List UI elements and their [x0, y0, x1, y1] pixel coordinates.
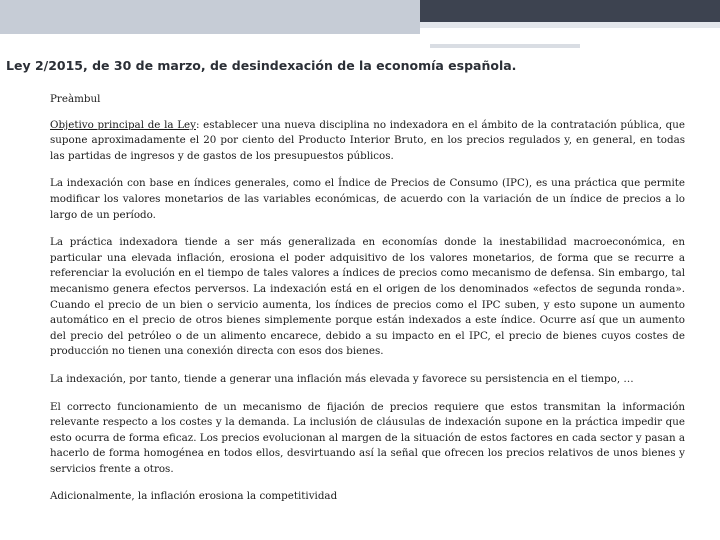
section-heading: Preàmbul [50, 93, 101, 105]
paragraph-price-mechanism: El correcto funcionamiento de un mecanismo de fijación de precios requiere que estos transmitan la información relevante respecto a los costes y la demanda. La inclusión de cláusulas de indexación supone en la práctica impedir que esto ocurra de forma eficaz. Los precios evolucionan al margen de la situación de estos factores en cada sector y pasan a hacerlo de forma homogénea en todos ellos, desvirtuando así la señal que ofrecen los precios relativos de unos bienes y servicios frente a otros. [50, 400, 685, 475]
header-accent-line [420, 22, 720, 28]
header-bar-light [0, 0, 420, 34]
paragraph-objective [50, 118, 685, 165]
objective-text: : establecer una nueva disciplina no indexadora en el ámbito de la contratación pública, que supone aproximadamente el 20 por ciento del Producto Interior Bruto, en los precios regulados y, en general, en todas las partidas de ingresos y de gastos de los presupuestos públicos. [50, 118, 686, 162]
slide-title: Ley 2/2015, de 30 de marzo, de desindexación de la economía española. [6, 58, 517, 73]
paragraph-competitiveness: Adicionalmente, la inflación erosiona la competitividad [50, 490, 338, 503]
paragraph-indexation-effects: La práctica indexadora tiende a ser más generalizada en economías donde la inestabilidad macroeconómica, en particular una elevada inflación, erosiona el poder adquisitivo de los valores monetarios, de forma que se recurre a referenciar la evolución en el tiempo de tales valores a índices de precios como mecanismo de defensa. Sin embargo, tal mecanismo genera efectos perversos. La indexación está en el origen de los denominados «efectos de segunda ronda». Cuando el precio de un bien o servicio aumenta, los índices de precios como el IPC suben, y esto supone un aumento automático en el precio de otros bienes simplemente porque están indexados a este índice. Ocurre así que un aumento del precio del petróleo o de un alimento encarece, debido a su impacto en el IPC, el precio de bienes cuyos costes de producción no tienen una conexión directa con esos dos bienes. [50, 236, 685, 358]
paragraph-indexation-definition: La indexación con base en índices generales, como el Índice de Precios de Consumo (IPC), es una práctica que permite modificar los valores monetarios de las variables económicas, de acuerdo con la variación de un índice de precios a lo largo de un período. [50, 177, 685, 221]
slide-body [50, 92, 685, 517]
header-accent-tab [430, 44, 580, 48]
paragraph-inflation: La indexación, por tanto, tiende a generar una inflación más elevada y favorece su persistencia en el tiempo, … [50, 372, 634, 385]
objective-lead: Objetivo principal de la Ley [50, 118, 196, 131]
